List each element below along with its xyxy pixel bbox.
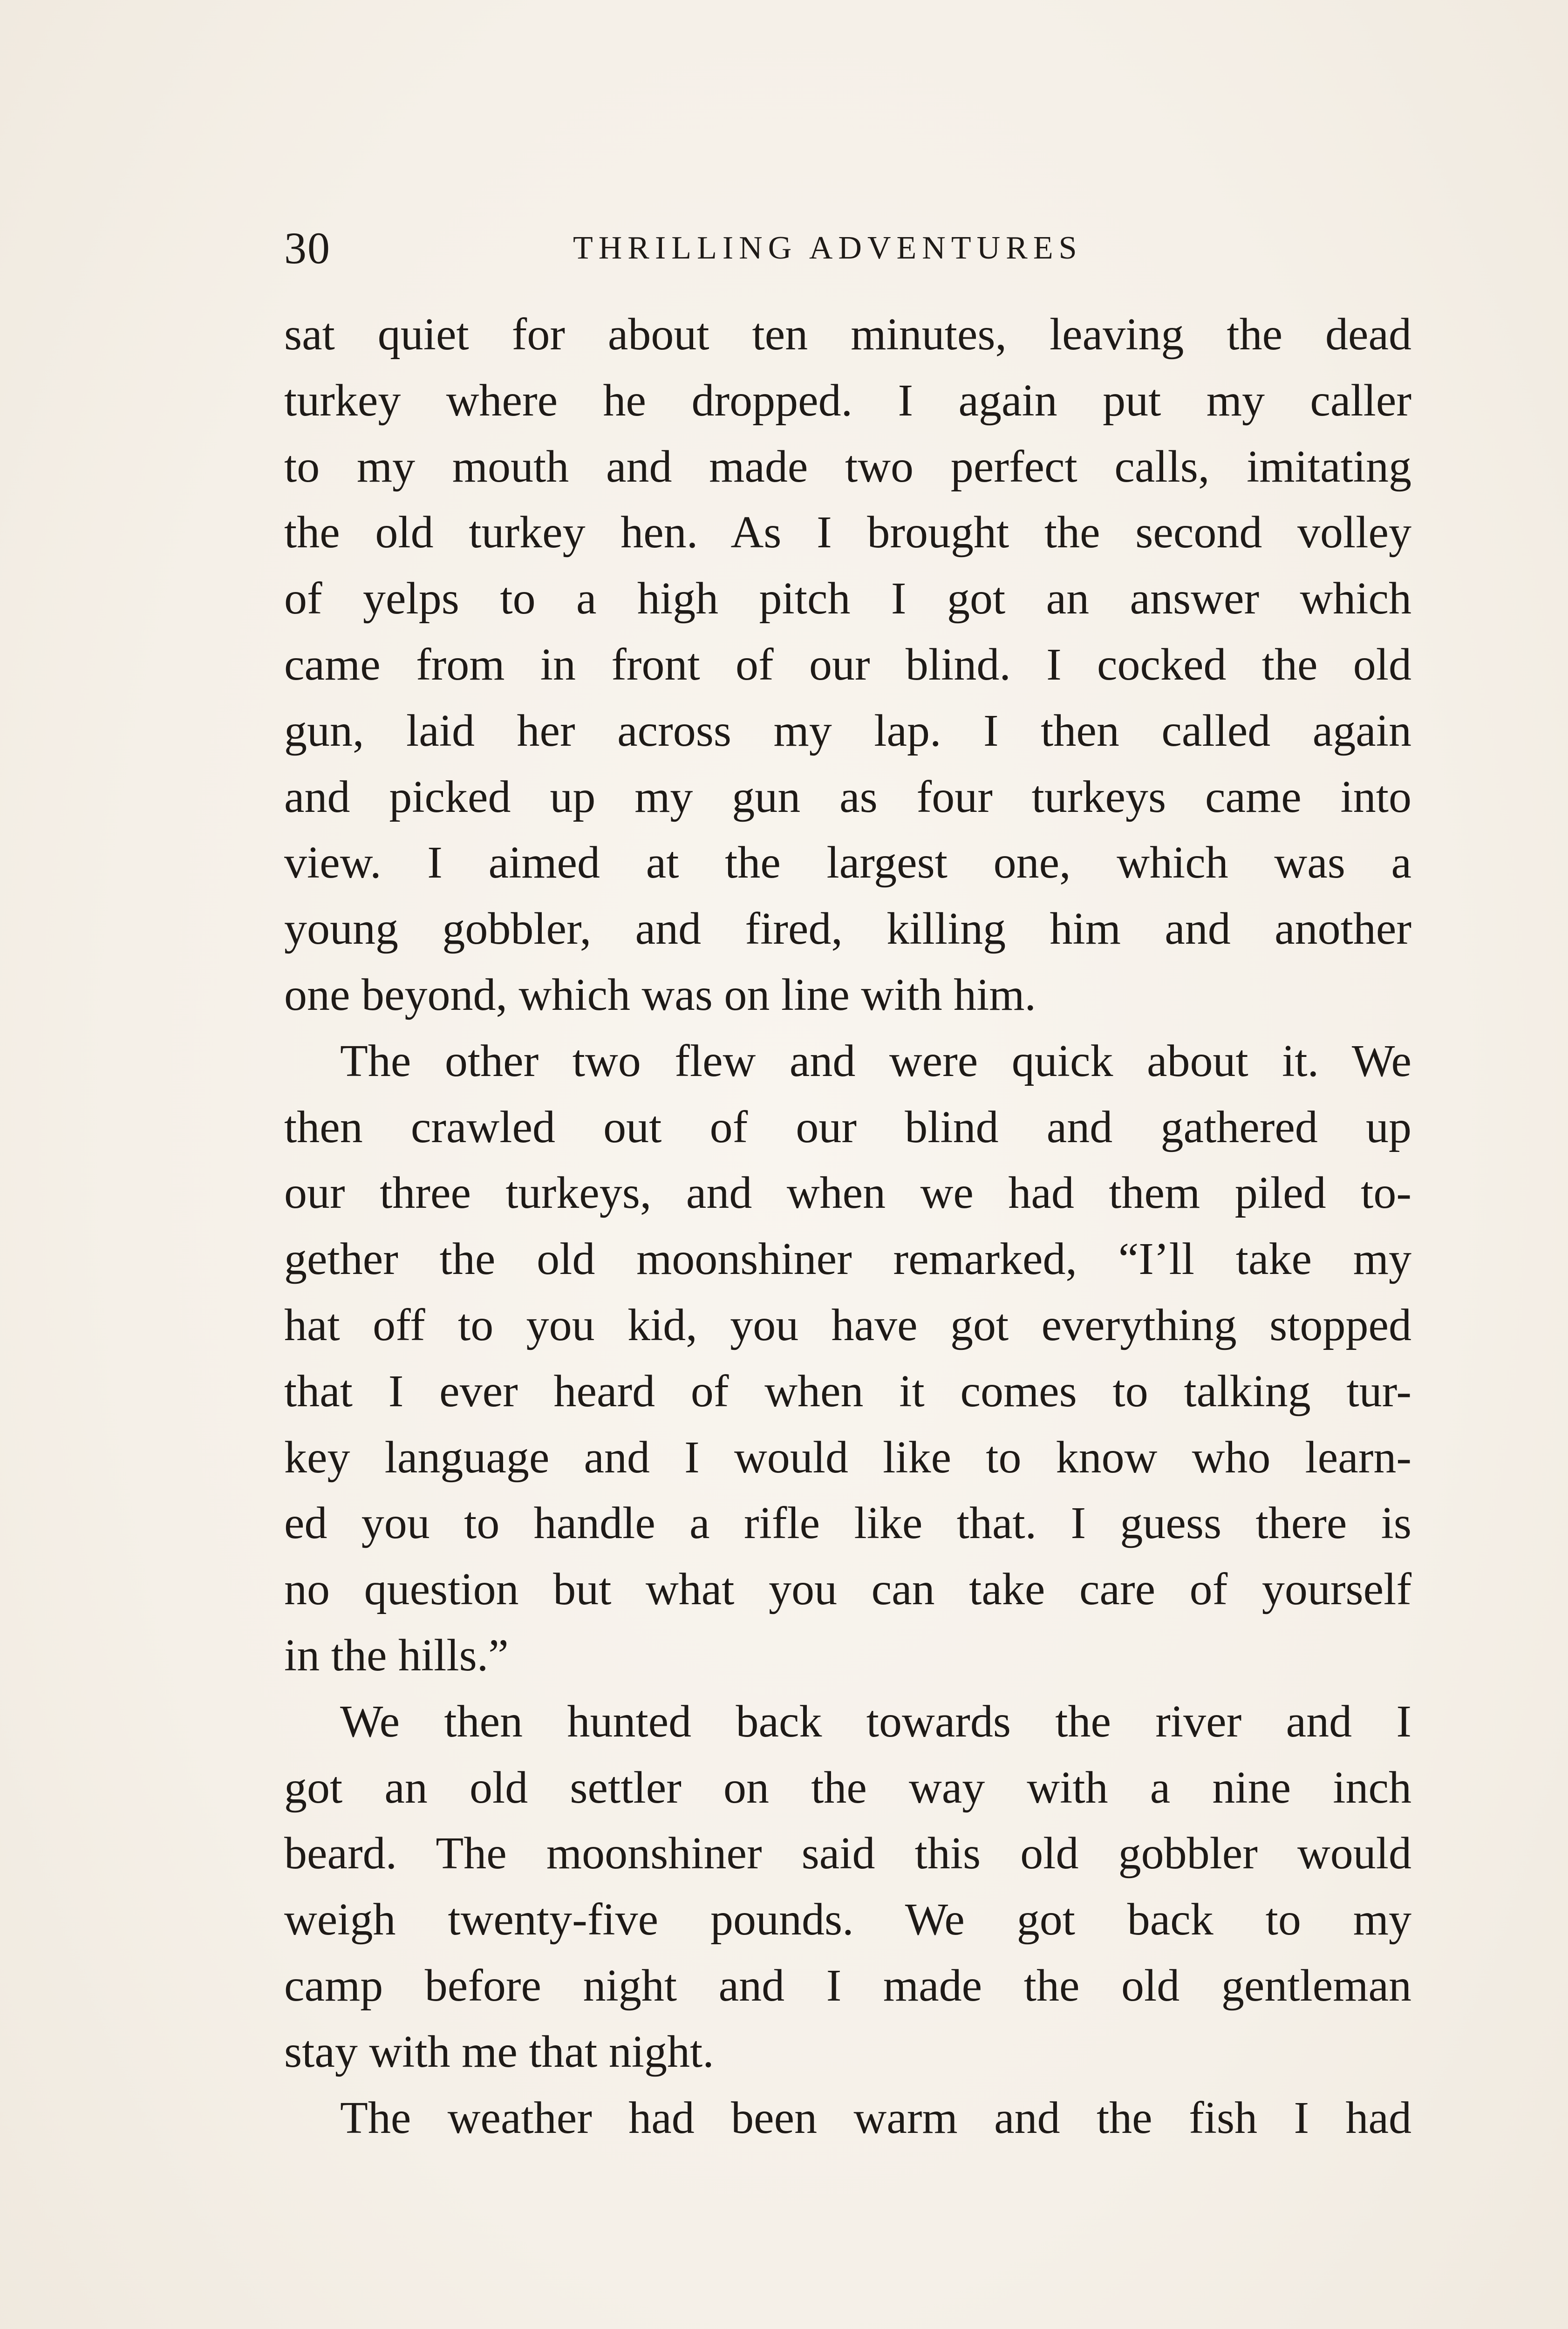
text-line: gun, laid her across my lap. I then called again [284,705,1411,756]
text-line: then crawled out of our blind and gathered up [284,1102,1411,1152]
text-line: We then hunted back towards the river and I [340,1696,1411,1747]
text-line: ed you to handle a rifle like that. I guess there is [284,1498,1411,1549]
text-line: one beyond, which was on line with him. [284,969,1036,1020]
text-line: sat quiet for about ten minutes, leaving the dead [284,309,1411,360]
text-line: turkey where he dropped. I again put my caller [284,375,1411,426]
text-line: The weather had been warm and the fish I had [340,2092,1411,2143]
text-line: young gobbler, and fired, killing him and another [284,904,1411,954]
text-line: The other two flew and were quick about it. We [340,1035,1411,1086]
body-text [284,302,1411,2151]
text-line: in the hills.” [284,1630,509,1681]
running-head [284,223,1411,274]
text-line: our three turkeys, and when we had them piled to- [284,1168,1411,1219]
text-line: got an old settler on the way with a nine inch [284,1762,1411,1813]
text-line: camp before night and I made the old gentleman [284,1960,1411,2011]
text-line: came from in front of our blind. I cocked the old [284,639,1411,690]
text-line: that I ever heard of when it comes to talking tur- [284,1366,1411,1416]
page-number: 30 [284,223,331,273]
text-line: and picked up my gun as four turkeys came into [284,771,1411,822]
text-line: no question but what you can take care of yourself [284,1564,1411,1615]
text-line: the old turkey hen. As I brought the second volley [284,507,1411,558]
text-line: beard. The moonshiner said this old gobbler would [284,1828,1411,1879]
running-title: THRILLING ADVENTURES [573,230,1083,266]
text-line: of yelps to a high pitch I got an answer which [284,573,1411,624]
text-line: gether the old moonshiner remarked, “I’ll take my [284,1234,1411,1285]
text-line: key language and I would like to know who learn- [284,1432,1411,1483]
text-line: stay with me that night. [284,2026,714,2077]
text-line: view. I aimed at the largest one, which was a [284,838,1411,888]
text-line: hat off to you kid, you have got everything stopped [284,1300,1411,1350]
text-line: to my mouth and made two perfect calls, imitating [284,441,1411,492]
text-line: weigh twenty-five pounds. We got back to my [284,1894,1411,1945]
